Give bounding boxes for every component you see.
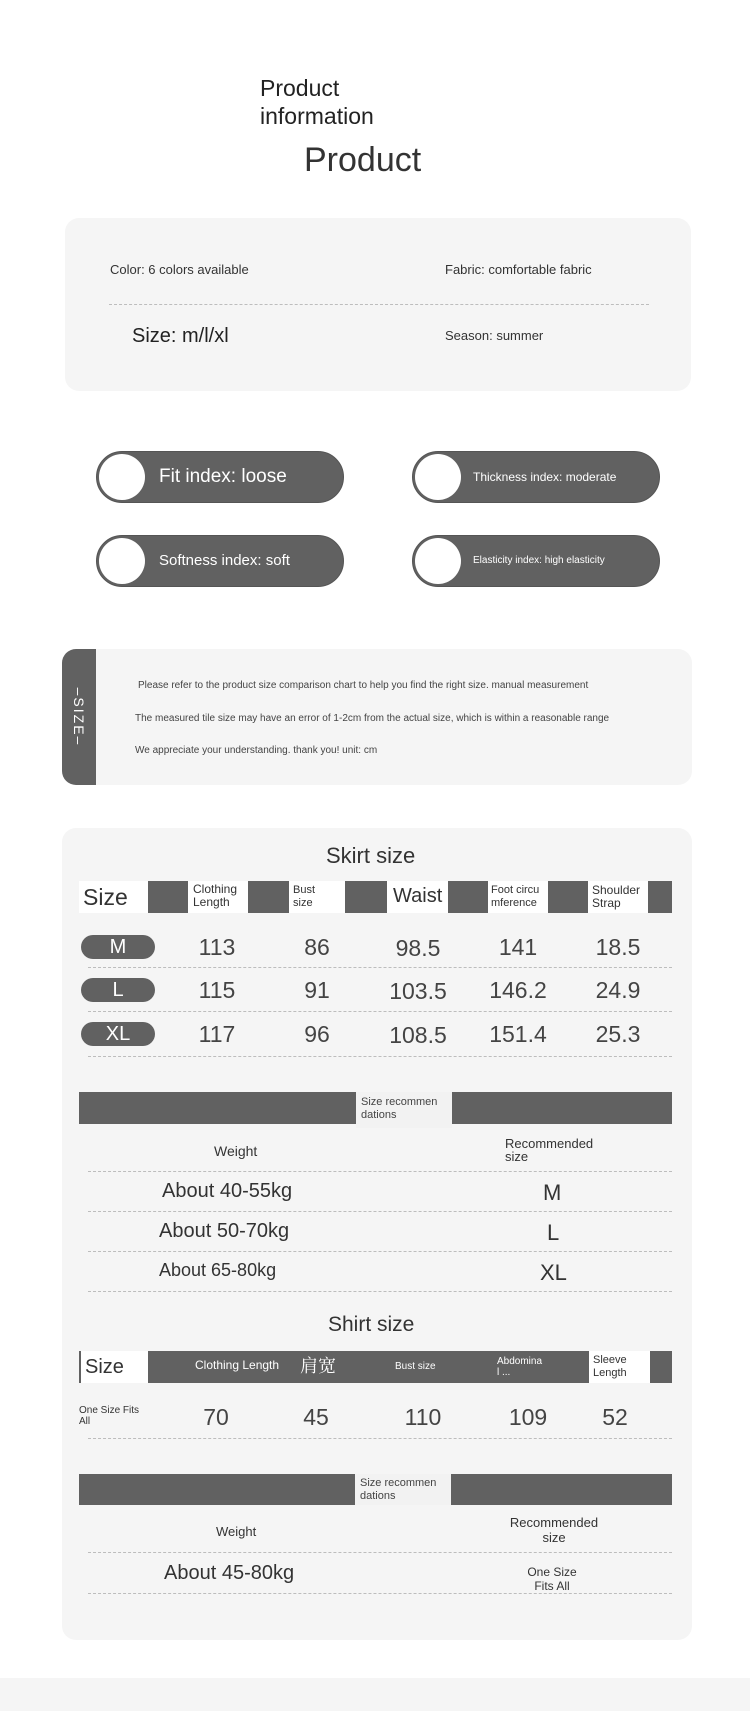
shirt-weight-row: About 45-80kg — [164, 1562, 295, 1584]
header-big-title: Product — [304, 141, 422, 179]
table-cell: 91 — [304, 977, 330, 1003]
thickness-index-knob — [415, 454, 461, 500]
color-info: Color: 6 colors available — [110, 262, 249, 277]
table-cell: 103.5 — [389, 978, 447, 1004]
skirt-header-clothing-length: Clothing Length — [193, 882, 238, 909]
skirt-recommend-label: Size recommen dations — [361, 1096, 438, 1121]
shirt-header-size: Size — [85, 1356, 124, 1378]
table-cell: 52 — [602, 1404, 628, 1430]
size-info: Size: m/l/xl — [132, 325, 229, 347]
table-cell: 113 — [198, 934, 236, 960]
table-cell: 151.4 — [489, 1021, 547, 1047]
row-divider — [88, 1211, 672, 1212]
size-badge-l: L — [81, 978, 155, 1002]
size-note-card — [62, 649, 692, 785]
bottom-strip — [0, 1678, 750, 1711]
fit-index-label: Fit index: loose — [159, 466, 287, 487]
table-cell: 18.5 — [595, 934, 641, 960]
softness-index-label: Softness index: soft — [159, 552, 290, 569]
shirt-title: Shirt size — [328, 1313, 415, 1336]
skirt-weight-row-3: About 65-80kg — [159, 1260, 277, 1280]
shirt-header-sleeve: Sleeve Length — [593, 1354, 627, 1379]
skirt-weight-header: Weight — [214, 1143, 258, 1159]
table-cell: 141 — [498, 934, 538, 960]
skirt-header-shoulder: Shoulder Strap — [592, 883, 641, 910]
size-side-label: –SIZE– — [71, 687, 88, 747]
row-divider — [88, 1291, 672, 1292]
size-note-line-3: We appreciate your understanding. thank you! unit: cm — [135, 745, 378, 756]
size-side-tab — [62, 649, 96, 785]
table-cell: 146.2 — [489, 977, 547, 1003]
size-badge-xl: XL — [81, 1022, 155, 1046]
size-note-line-2: The measured tile size may have an error of 1-2cm from the actual size, which is within a reasonable range — [135, 713, 610, 724]
row-divider — [88, 967, 672, 968]
shirt-size-row: One Size Fits All — [527, 1565, 577, 1593]
table-cell: 109 — [508, 1404, 548, 1430]
table-cell: 70 — [203, 1404, 229, 1430]
table-cell: 45 — [303, 1404, 329, 1430]
shirt-header-bar — [79, 1351, 672, 1383]
thickness-index-label: Thickness index: moderate — [473, 470, 617, 484]
row-divider — [88, 1552, 672, 1553]
size-note-line-1: Please refer to the product size comparison chart to help you find the right size. manual measurement — [138, 680, 589, 691]
shirt-header-bust: Bust size — [395, 1361, 436, 1372]
row-divider — [88, 1056, 672, 1057]
shirt-recommend-label: Size recommen dations — [360, 1477, 437, 1502]
shirt-header-shoulder-cn: 肩宽 — [300, 1356, 336, 1376]
header-title: Product information — [260, 75, 374, 129]
table-cell: 110 — [404, 1404, 442, 1430]
elasticity-index-knob — [415, 538, 461, 584]
skirt-recommended-header: Recommended size — [505, 1136, 594, 1164]
fit-index-pill — [96, 451, 344, 503]
row-divider — [88, 1011, 672, 1012]
shirt-header-abdominal: Abdomina l ... — [497, 1356, 543, 1378]
table-cell: 115 — [198, 977, 236, 1003]
skirt-size-row-1: M — [543, 1180, 562, 1205]
table-cell: 24.9 — [595, 977, 641, 1003]
skirt-header-bust: Bust size — [293, 884, 316, 909]
size-badge-m: M — [81, 935, 155, 959]
skirt-header-bar — [79, 881, 672, 913]
softness-index-pill — [96, 535, 344, 587]
skirt-weight-row-1: About 40-55kg — [162, 1180, 293, 1202]
table-cell: 117 — [198, 1021, 236, 1047]
row-divider — [88, 1251, 672, 1252]
row-divider — [88, 1593, 672, 1594]
season-info: Season: summer — [445, 328, 544, 343]
info-divider — [109, 304, 649, 305]
fit-index-knob — [99, 454, 145, 500]
shirt-weight-header: Weight — [216, 1524, 257, 1539]
skirt-size-row-3: XL — [540, 1260, 567, 1285]
thickness-index-pill — [412, 451, 660, 503]
skirt-header-waist: Waist — [393, 885, 443, 907]
skirt-header-foot: Foot circu mference — [491, 884, 540, 909]
shirt-recommended-header: Recommended size — [509, 1515, 599, 1545]
table-cell: 98.5 — [395, 935, 441, 961]
table-cell: 86 — [304, 934, 330, 960]
softness-index-knob — [99, 538, 145, 584]
skirt-size-row-2: L — [547, 1220, 560, 1245]
fabric-info: Fabric: comfortable fabric — [445, 262, 592, 277]
table-cell: 96 — [304, 1021, 330, 1047]
table-cell: 25.3 — [595, 1021, 641, 1047]
product-info-card — [65, 218, 691, 391]
shirt-header-clothing-length: Clothing Length — [195, 1358, 280, 1372]
skirt-title: Skirt size — [326, 843, 416, 868]
table-cell: 108.5 — [389, 1022, 447, 1048]
skirt-header-size: Size — [83, 884, 128, 910]
skirt-weight-row-2: About 50-70kg — [159, 1220, 290, 1242]
elasticity-index-label: Elasticity index: high elasticity — [473, 555, 605, 566]
row-divider — [88, 1438, 672, 1439]
shirt-size-one-size: One Size Fits All — [79, 1405, 140, 1427]
elasticity-index-pill — [412, 535, 660, 587]
row-divider — [88, 1171, 672, 1172]
